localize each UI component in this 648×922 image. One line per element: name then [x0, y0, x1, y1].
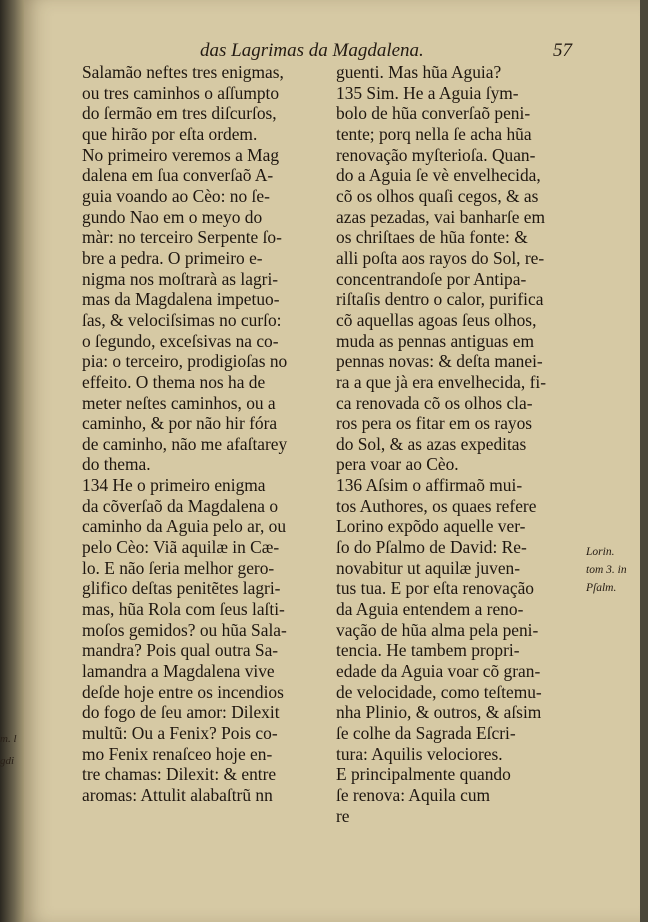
- text-line: riſtaſis dentro o calor, purifica: [336, 289, 544, 310]
- text-line: tura: Aquilis velociores.: [336, 743, 503, 764]
- text-line: edade da Aguia voar cõ gran-: [336, 661, 541, 682]
- text-line: mas, hũa Rola com ſeus laſti-: [82, 599, 285, 620]
- running-title: das Lagrimas da Magdalena.: [200, 40, 424, 61]
- text-line: deſde hoje entre os incendios: [82, 681, 284, 702]
- text-line: effeito. O thema nos ha de: [82, 371, 266, 392]
- text-line: ſe renova: Aquila cum: [336, 784, 491, 805]
- text-line: multũ: Ou a Fenix? Pois co-: [82, 723, 278, 743]
- text-line: tos Authores, os quaes refere: [336, 495, 537, 516]
- text-line: muda as pennas antiguas em: [336, 330, 535, 351]
- text-line: bre a pedra. O primeiro e-: [82, 247, 263, 268]
- text-line: moſos gemidos? ou hũa Sala-: [82, 619, 287, 640]
- text-line: tus tua. E por eſta renovação: [336, 578, 534, 599]
- text-line: 136 Aſsim o affirmaõ mui-: [336, 475, 523, 496]
- text-line: glifico deſtas penitẽtes lagri-: [82, 578, 281, 599]
- text-line: No primeiro veremos a Mag: [82, 144, 280, 165]
- text-line: ſas, & velociſsimas no curſo:: [82, 309, 282, 330]
- text-line: do ſermão em tres diſcurſos,: [82, 103, 277, 124]
- text-line: mandra? Pois qual outra Sa-: [82, 640, 279, 661]
- text-line: nigma nos moſtrarà as lagri-: [82, 268, 279, 289]
- text-line: da cõverſaõ da Magdalena o: [82, 495, 279, 516]
- text-line: mas da Magdalena impetuo-: [82, 289, 280, 310]
- text-line: pennas novas: & deſta manei-: [336, 351, 543, 372]
- text-line: aromas: Attulit alabaſtrũ nn: [82, 784, 273, 805]
- text-line: nha Plinio, & outros, & aſsim: [336, 702, 542, 723]
- text-line: que hirão por eſta ordem.: [82, 123, 258, 144]
- text-line: ra a que jà era envelhecida, fi-: [336, 371, 547, 392]
- text-line: tencia. He tambem propri-: [336, 640, 520, 661]
- text-line: màr: no terceiro Serpente ſo-: [82, 227, 282, 248]
- text-line: guia voando ao Cèo: no ſe-: [82, 185, 270, 206]
- text-line: pia: o terceiro, prodigioſas no: [82, 351, 288, 372]
- text-line: Salamão neftes tres enigmas,: [82, 62, 284, 82]
- page-number: 57: [553, 40, 572, 61]
- book-binding-edge: [0, 0, 24, 922]
- text-line: Lorino expõdo aquelle ver-: [336, 516, 526, 537]
- text-line: do a Aguia ſe vè envelhecida,: [336, 165, 541, 186]
- left-text-column: [82, 62, 324, 806]
- text-line: caminho da Aguia pelo ar, ou: [82, 516, 287, 537]
- text-line: do Sol, & as azas expeditas: [336, 433, 527, 454]
- text-line: tom 3. in: [586, 564, 627, 576]
- text-line: pera voar ao Cèo.: [336, 454, 459, 475]
- text-line: 134 He o primeiro enigma: [82, 475, 266, 496]
- text-line: gundo Nao em o meyo do: [82, 206, 263, 227]
- text-line: guenti. Mas hũa Aguia?: [336, 62, 502, 82]
- text-line: do fogo de ſeu amor: Dilexit: [82, 702, 280, 723]
- text-line: o ſegundo, exceſsivas na co-: [82, 330, 279, 351]
- text-line: alli poſta aos rayos do Sol, re-: [336, 247, 545, 268]
- text-line: 135 Sim. He a Aguia ſym-: [336, 82, 519, 103]
- text-line: do thema.: [82, 454, 151, 475]
- text-line: pelo Cèo: Viã aquilæ in Cæ-: [82, 537, 280, 558]
- left-edge-fragment: gdi: [0, 755, 15, 767]
- text-line: de velocidade, como teſtemu-: [336, 681, 542, 702]
- text-line: vação de hũa alma pela peni-: [336, 619, 539, 640]
- text-line: cõ aquellas agoas ſeus olhos,: [336, 309, 537, 330]
- text-line: lamandra a Magdalena vive: [82, 661, 275, 682]
- text-line: Pſalm.: [586, 582, 617, 594]
- text-line: E principalmente quando: [336, 764, 511, 785]
- margin-citation: [586, 543, 642, 597]
- text-line: Lorin.: [586, 546, 615, 558]
- text-line: da Aguia entendem a reno-: [336, 599, 524, 620]
- text-line: novabitur ut aquilæ juven-: [336, 557, 521, 578]
- text-line: dalena em ſua converſaõ A-: [82, 165, 274, 186]
- text-line: bolo de hũa converſaõ peni-: [336, 103, 531, 124]
- right-text-column: [336, 62, 582, 826]
- text-line: ros pera os fitar em os rayos: [336, 413, 533, 434]
- text-line: concentrandoſe por Antipa-: [336, 268, 527, 289]
- text-line: azas pezadas, vai banharſe em: [336, 206, 546, 227]
- text-line: meter neſtes caminhos, ou a: [82, 392, 276, 413]
- text-line: de caminho, não me afaſtarey: [82, 433, 288, 454]
- text-line: ſe colhe da Sagrada Eſcri-: [336, 723, 516, 743]
- text-line: cõ os olhos quaſi cegos, & as: [336, 185, 539, 206]
- text-line: os chriſtaes de hũa fonte: &: [336, 227, 528, 248]
- text-line: ſo do Pſalmo de David: Re-: [336, 537, 527, 558]
- text-line: tente; porq nella ſe acha hũa: [336, 123, 532, 144]
- text-line: renovação myſterioſa. Quan-: [336, 144, 536, 165]
- text-line: caminho, & por não hir fóra: [82, 413, 278, 434]
- text-line: mo Fenix renaſceo hoje en-: [82, 743, 273, 764]
- left-edge-fragment: m. l: [0, 733, 17, 745]
- text-line: lo. E não ſeria melhor gero-: [82, 557, 275, 578]
- text-line: ca renovada cõ os olhos cla-: [336, 392, 533, 413]
- text-line: tre chamas: Dilexit: & entre: [82, 764, 277, 785]
- text-line: re: [336, 805, 350, 826]
- text-line: ou tres caminhos o aſſumpto: [82, 82, 280, 103]
